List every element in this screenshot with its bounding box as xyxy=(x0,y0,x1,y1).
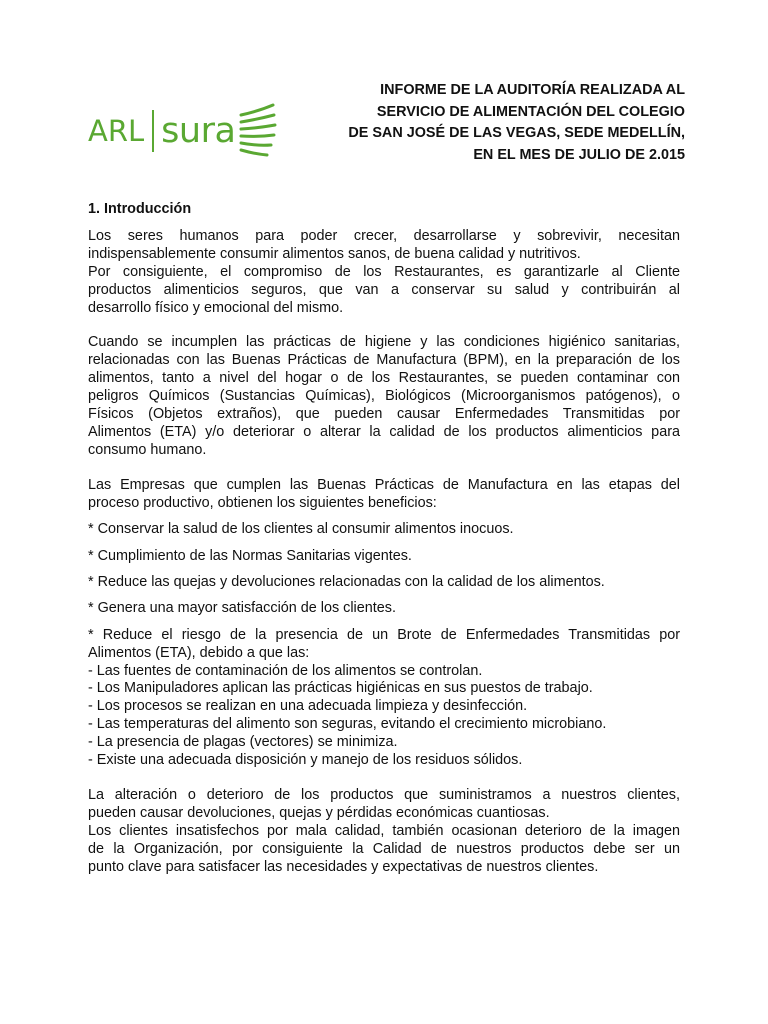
condition-item: - La presencia de plagas (vectores) se minimiza. xyxy=(88,734,398,751)
benefit-item: * Cumplimiento de las Normas Sanitarias vigentes. xyxy=(88,547,412,564)
text-line: punto clave para satisfacer las necesidades y expectativas de nuestros clientes. xyxy=(88,858,599,875)
text-line: productos alimenticios seguros, que van a conservar su salud y contribuirán al xyxy=(88,281,680,298)
logo-sura-text: sura xyxy=(161,110,236,151)
condition-item: - Los procesos se realizan en una adecuada limpieza y desinfección. xyxy=(88,698,528,715)
logo-arl-text: ARL xyxy=(88,113,145,148)
text-line: Las Empresas que cumplen las Buenas Prácticas de Manufactura en las etapas del xyxy=(88,476,680,493)
text-line: Los seres humanos para poder crecer, desarrollarse y sobrevivir, necesitan xyxy=(88,227,680,244)
benefit-item xyxy=(88,627,680,663)
condition-item: - Existe una adecuada disposición y manejo de los residuos sólidos. xyxy=(88,752,523,769)
title-line: DE SAN JOSÉ DE LAS VEGAS, SEDE MEDELLÍN, xyxy=(348,125,685,141)
text-line: Por consiguiente, el compromiso de los Restaurantes, es garantizarle al Cliente xyxy=(88,263,680,280)
text-line: La alteración o deterioro de los productos que suministramos a nuestros clientes, xyxy=(88,786,680,803)
report-title xyxy=(305,80,685,166)
text-line: Alimentos (ETA) y/o deteriorar o alterar la calidad de los productos alimenticios para xyxy=(88,423,680,440)
text-line: indispensablemente consumir alimentos sanos, de buena calidad y nutritivos. xyxy=(88,245,581,262)
text-line: Los clientes insatisfechos por mala calidad, también ocasionan deterioro de la imagen xyxy=(88,822,680,839)
condition-item: - Las fuentes de contaminación de los alimentos se controlan. xyxy=(88,662,483,679)
title-line: SERVICIO DE ALIMENTACIÓN DEL COLEGIO xyxy=(376,103,685,120)
intro-paragraph-2 xyxy=(88,264,680,318)
text-line: Cuando se incumplen las prácticas de higiene y las condiciones higiénico sanitarias, xyxy=(88,334,680,351)
text-line: alimentos, tanto a nivel del hogar o de los Restaurantes, se pueden contaminar con xyxy=(88,370,680,387)
intro-paragraph-1 xyxy=(88,228,680,264)
benefits-intro-paragraph xyxy=(88,477,680,513)
arl-sura-logo xyxy=(88,94,278,168)
text-line: Físicos (Objetos extraños), que pueden causar Enfermedades Transmitidas por xyxy=(88,406,680,423)
text-line: consumo humano. xyxy=(88,441,207,458)
text-line: Alimentos (ETA), debido a que las: xyxy=(88,644,310,661)
sura-wing-icon xyxy=(237,103,277,159)
text-line: relacionadas con las Buenas Prácticas de Manufactura (BPM), en la preparación de los xyxy=(88,352,680,369)
benefit-item: * Genera una mayor satisfacción de los clientes. xyxy=(88,600,396,617)
quality-paragraph xyxy=(88,823,680,877)
title-line: EN EL MES DE JULIO DE 2.015 xyxy=(473,146,685,163)
section-heading: 1. Introducción xyxy=(88,201,192,217)
text-line: peligros Químicos (Sustancias Químicas), Biológicos (Microorganismos patógenos), o xyxy=(88,388,680,405)
text-line: de la Organización, por consiguiente la Calidad de nuestros productos debe ser un xyxy=(88,840,680,857)
benefit-item: * Reduce las quejas y devoluciones relacionadas con la calidad de los alimentos. xyxy=(88,573,605,590)
text-line: proceso productivo, obtienen los siguientes beneficios: xyxy=(88,494,437,511)
logo-divider xyxy=(152,110,154,152)
bpm-paragraph xyxy=(88,334,680,459)
condition-item: - Los Manipuladores aplican las prácticas higiénicas en sus puestos de trabajo. xyxy=(88,680,593,697)
text-line: * Reduce el riesgo de la presencia de un Brote de Enfermedades Transmitidas por xyxy=(88,626,680,643)
text-line: pueden causar devoluciones, quejas y pérdidas económicas cuantiosas. xyxy=(88,804,550,821)
document-body xyxy=(88,201,680,877)
losses-paragraph xyxy=(88,787,680,823)
benefit-item: * Conservar la salud de los clientes al consumir alimentos inocuos. xyxy=(88,521,514,538)
text-line: desarrollo físico y emocional del mismo. xyxy=(88,299,344,316)
title-line: INFORME DE LA AUDITORÍA REALIZADA AL xyxy=(380,82,685,98)
condition-item: - Las temperaturas del alimento son seguras, evitando el crecimiento microbiano. xyxy=(88,716,607,733)
